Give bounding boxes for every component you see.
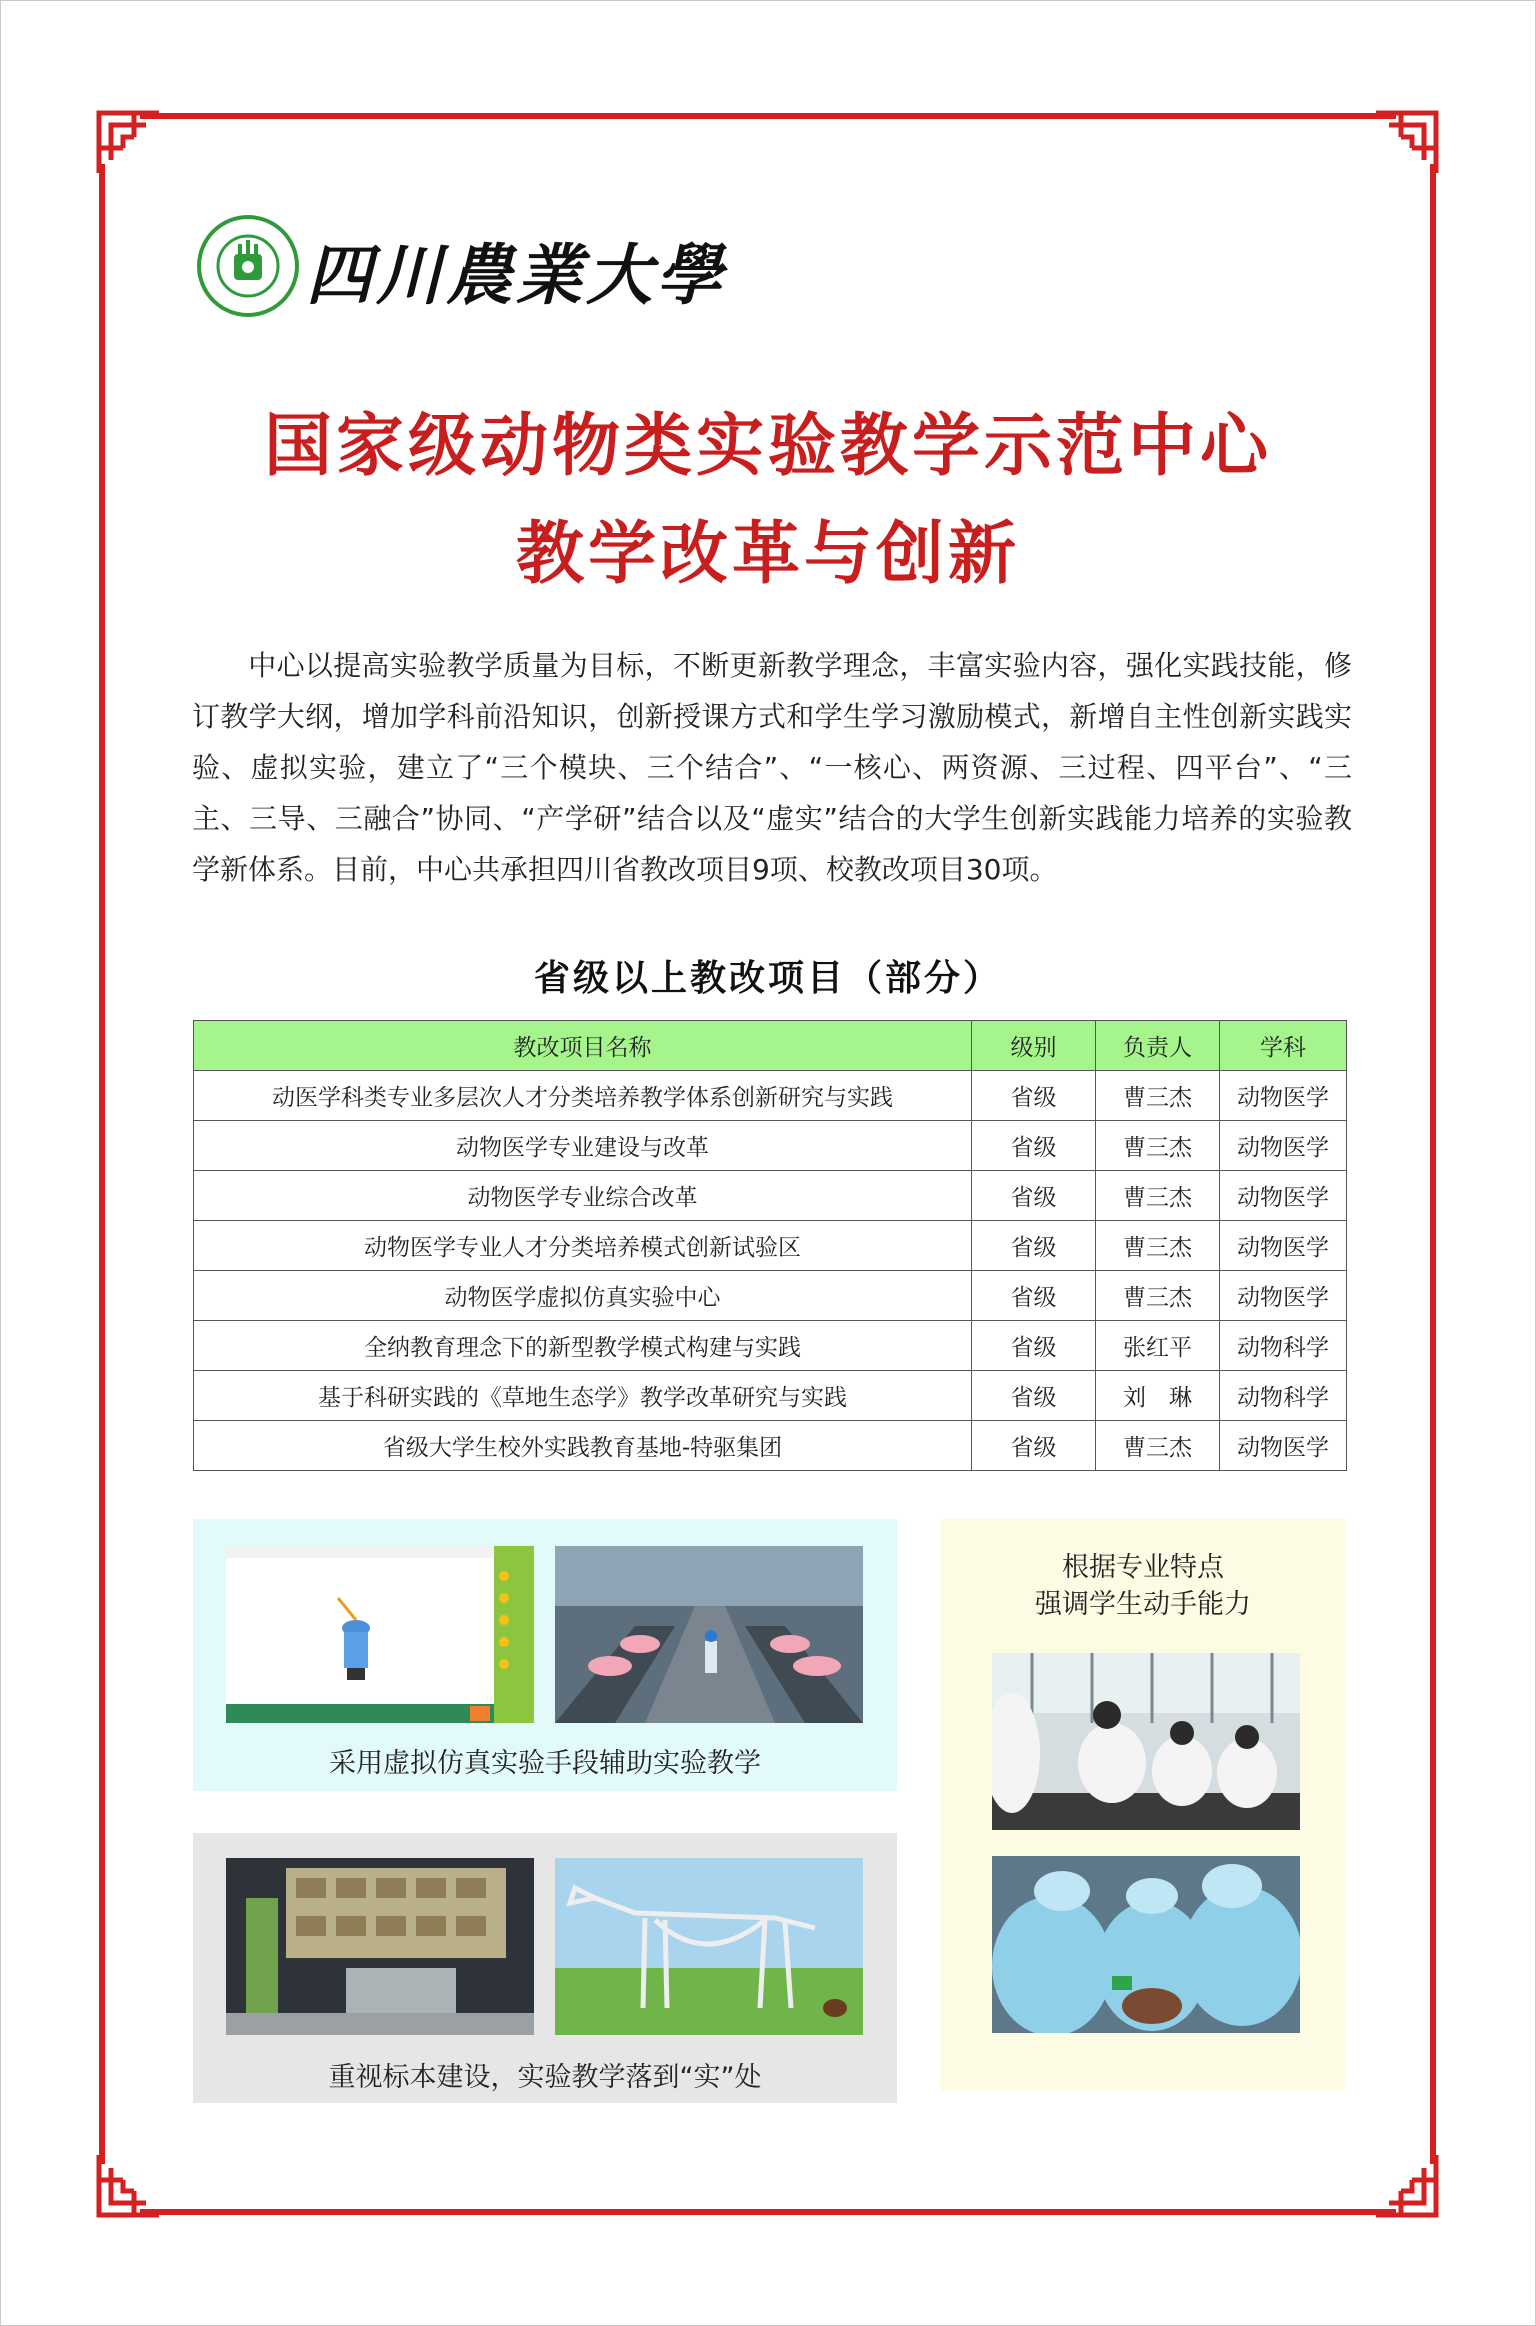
university-name: 四川農業大學: [306, 236, 726, 314]
project-level: 省级: [972, 1421, 1096, 1471]
specimen-room-photo: [226, 1858, 534, 2035]
project-discipline: 动物医学: [1220, 1071, 1347, 1121]
project-leader: 张红平: [1096, 1321, 1220, 1371]
virtual-simulation-panel: [193, 1519, 897, 1791]
project-level: 省级: [972, 1171, 1096, 1221]
table-row: [194, 1271, 1347, 1321]
specimen-caption: 重视标本建设，实验教学落到“实”处: [328, 2062, 762, 2093]
specimen-panel: [193, 1833, 897, 2103]
project-leader: 曹三杰: [1096, 1171, 1220, 1221]
projects-table: [193, 1020, 1347, 1471]
project-leader: 曹三杰: [1096, 1421, 1220, 1471]
intro-paragraph: 中心以提高实验教学质量为目标，不断更新教学理念，丰富实验内容，强化实践技能，修订教学大纲，增加学科前沿知识，创新授课方式和学生学习激励模式，新增自主性创新实践实验、虚拟实验，建立了“三个模块、三个结合”、“一核心、两资源、三过程、四平台”、“三主、三导、三融合”协同、“产学研”结合以及“虚实”结合的大学生创新实践能力培养的实验教学新体系。目前，中心共承担四川省教改项目9项、校教改项目30项。: [192, 649, 1352, 886]
table-row: [194, 1071, 1347, 1121]
corner-ornament-icon: [1373, 2152, 1439, 2218]
corner-ornament-icon: [96, 2152, 162, 2218]
project-leader: 曹三杰: [1096, 1121, 1220, 1171]
virtual-simulation-caption: 采用虚拟仿真实验手段辅助实验教学: [329, 1748, 761, 1779]
hands-on-caption-line2: 强调学生动手能力: [1035, 1589, 1251, 1620]
project-discipline: 动物医学: [1220, 1221, 1347, 1271]
hands-on-panel: [940, 1519, 1346, 2090]
table-title: 省级以上教改项目（部分）: [533, 958, 1002, 999]
virtual-pig-farm-render: [555, 1546, 863, 1723]
project-level: 省级: [972, 1271, 1096, 1321]
table-row: [194, 1421, 1347, 1471]
project-leader: 曹三杰: [1096, 1271, 1220, 1321]
page-title: 国家级动物类实验教学示范中心: [263, 406, 1272, 486]
project-discipline: 动物科学: [1220, 1371, 1347, 1421]
project-name: 动医学科类专业多层次人才分类培养教学体系创新研究与实践: [194, 1071, 972, 1121]
project-name: 动物医学专业建设与改革: [194, 1121, 972, 1171]
project-name: 动物医学专业综合改革: [194, 1171, 972, 1221]
table-row: [194, 1121, 1347, 1171]
horse-skeleton-photo: [555, 1858, 863, 2035]
column-header: 负责人: [1096, 1021, 1220, 1071]
simulation-software-screenshot: [226, 1546, 534, 1723]
column-header: 教改项目名称: [194, 1021, 972, 1071]
project-leader: 刘 琳: [1096, 1371, 1220, 1421]
students-lab-photo: [992, 1653, 1300, 1830]
corner-ornament-icon: [1373, 110, 1439, 176]
university-seal-icon: [196, 214, 300, 318]
project-discipline: 动物医学: [1220, 1271, 1347, 1321]
table-row: [194, 1221, 1347, 1271]
table-row: [194, 1321, 1347, 1371]
surgery-practice-photo: [992, 1856, 1300, 2033]
project-leader: 曹三杰: [1096, 1071, 1220, 1121]
project-level: 省级: [972, 1221, 1096, 1271]
project-name: 动物医学虚拟仿真实验中心: [194, 1271, 972, 1321]
project-name: 基于科研实践的《草地生态学》教学改革研究与实践: [194, 1371, 972, 1421]
column-header: 学科: [1220, 1021, 1347, 1071]
project-level: 省级: [972, 1121, 1096, 1171]
project-name: 全纳教育理念下的新型教学模式构建与实践: [194, 1321, 972, 1371]
page-subtitle: 教学改革与创新: [515, 514, 1020, 594]
project-discipline: 动物医学: [1220, 1171, 1347, 1221]
project-level: 省级: [972, 1371, 1096, 1421]
project-name: 省级大学生校外实践教育基地-特驱集团: [194, 1421, 972, 1471]
hands-on-caption-line1: 根据专业特点: [1062, 1552, 1224, 1583]
project-name: 动物医学专业人才分类培养模式创新试验区: [194, 1221, 972, 1271]
table-header-row: [194, 1021, 1347, 1071]
project-level: 省级: [972, 1071, 1096, 1121]
corner-ornament-icon: [96, 110, 162, 176]
project-level: 省级: [972, 1321, 1096, 1371]
table-row: [194, 1171, 1347, 1221]
project-discipline: 动物医学: [1220, 1421, 1347, 1471]
project-leader: 曹三杰: [1096, 1221, 1220, 1271]
project-discipline: 动物科学: [1220, 1321, 1347, 1371]
project-discipline: 动物医学: [1220, 1121, 1347, 1171]
table-row: [194, 1371, 1347, 1421]
column-header: 级别: [972, 1021, 1096, 1071]
